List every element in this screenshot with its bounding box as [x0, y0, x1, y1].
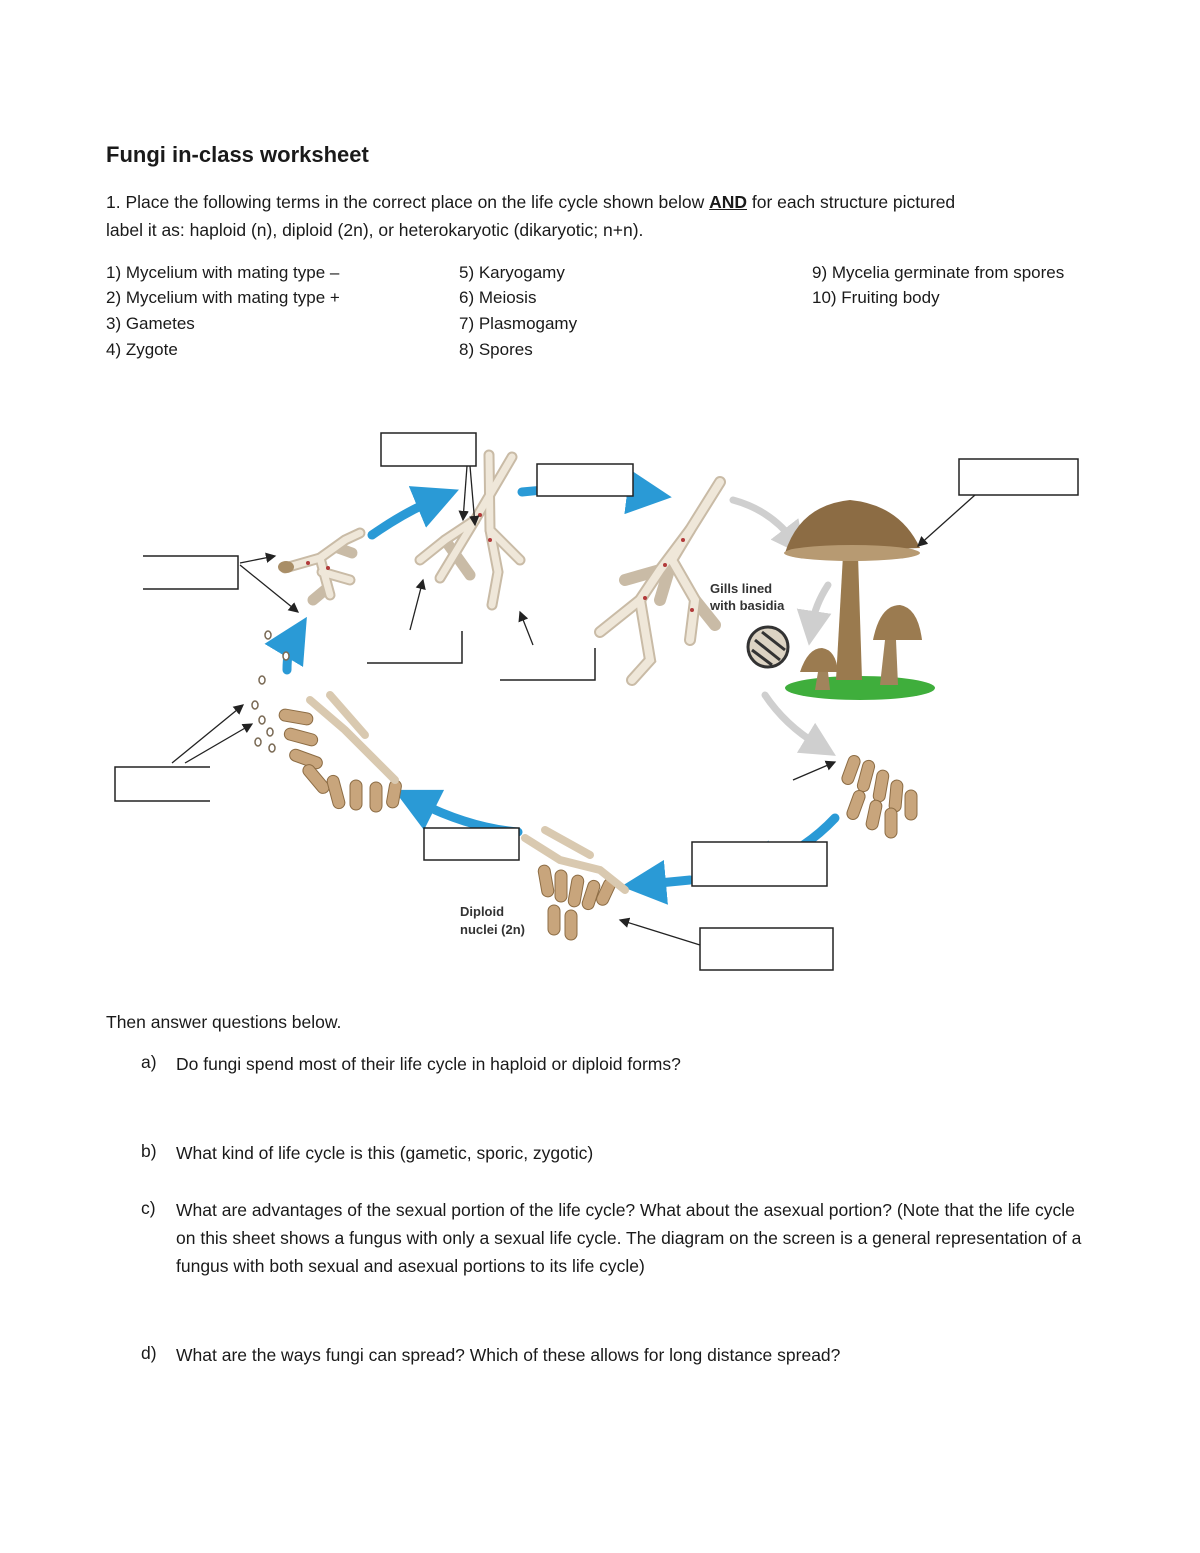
diploid-label-line1: Diploid	[460, 904, 505, 919]
term-3: 3) Gametes	[106, 314, 195, 333]
question-c-letter: c)	[141, 1198, 156, 1218]
then-text: Then answer questions below.	[106, 1012, 342, 1032]
question-d-letter: d)	[141, 1343, 157, 1363]
arrow-dikaryon-to-mushroom	[733, 500, 793, 540]
diploid-label-line2: nuclei (2n)	[460, 922, 526, 937]
label-box-bottom-right[interactable]	[700, 928, 833, 970]
spores	[252, 631, 289, 752]
cycle-arrows	[287, 489, 835, 884]
gills-label-line2: with basidia	[710, 598, 785, 613]
label-open-boxes	[115, 556, 595, 801]
term-6: 6) Meiosis	[459, 288, 537, 307]
label-box-left-lower[interactable]	[115, 767, 210, 801]
instructions-line2: label it as: haploid (n), diploid (2n), or heterokaryotic (dikaryotic; n+n).	[106, 220, 644, 240]
gills-label-line1: Gills lined	[710, 581, 773, 596]
question-a-letter: a)	[141, 1052, 157, 1072]
question-d: What are the ways fungi can spread? Which of these allows for long distance spread?	[176, 1345, 841, 1365]
arrow-mushroom-to-gills	[812, 585, 828, 625]
question-b-letter: b)	[141, 1141, 157, 1161]
question-a: Do fungi spend most of their life cycle in haploid or diploid forms?	[176, 1054, 681, 1074]
term-5: 5) Karyogamy	[459, 263, 565, 282]
instructions-prefix: 1. Place the following terms in the correct place on the life cycle shown below	[106, 192, 710, 212]
arrow-karyogamy-to-zygote	[648, 880, 690, 884]
germinating-spore	[278, 561, 294, 573]
instructions-emphasis: AND	[709, 192, 748, 212]
label-box-bottom-center[interactable]	[424, 828, 519, 860]
basidia-cluster-right	[840, 754, 917, 838]
hypha-branches-left	[310, 695, 395, 780]
label-box-left-upper[interactable]	[143, 556, 238, 589]
term-8: 8) Spores	[459, 340, 533, 359]
term-4: 4) Zygote	[106, 340, 178, 359]
label-box-top-right[interactable]	[959, 459, 1078, 495]
arrow-gills-to-basidia	[765, 695, 818, 745]
term-2: 2) Mycelium with mating type +	[106, 288, 340, 307]
instructions-suffix: for each structure pictured	[747, 192, 956, 212]
mushroom-fruiting-body	[784, 500, 935, 700]
label-box-mid-center[interactable]	[500, 648, 595, 680]
page-title: Fungi in-class worksheet	[106, 142, 369, 167]
label-box-top-right-center[interactable]	[537, 464, 633, 496]
gill-magnifier	[748, 627, 788, 667]
term-10: 10) Fruiting body	[812, 288, 940, 307]
label-box-mid-left[interactable]	[367, 631, 462, 663]
label-box-mid-right[interactable]	[692, 842, 827, 886]
term-9: 9) Mycelia germinate from spores	[812, 263, 1065, 282]
term-1: 1) Mycelium with mating type –	[106, 263, 340, 282]
term-7: 7) Plasmogamy	[459, 314, 578, 333]
arrow-mycelium-to-plasmogamy	[372, 500, 434, 535]
label-box-top-center[interactable]	[381, 433, 476, 466]
question-b: What kind of life cycle is this (gametic, sporic, zygotic)	[176, 1143, 594, 1163]
question-c: What are advantages of the sexual portion of the life cycle? What about the asexual portion? (Note that the life cycle on this sheet shows a fungus with only a sexual life cycle. The diagram on the screen is a general representation of a fungus with both sexual and asexual portions to its life cycle)	[176, 1200, 1082, 1276]
